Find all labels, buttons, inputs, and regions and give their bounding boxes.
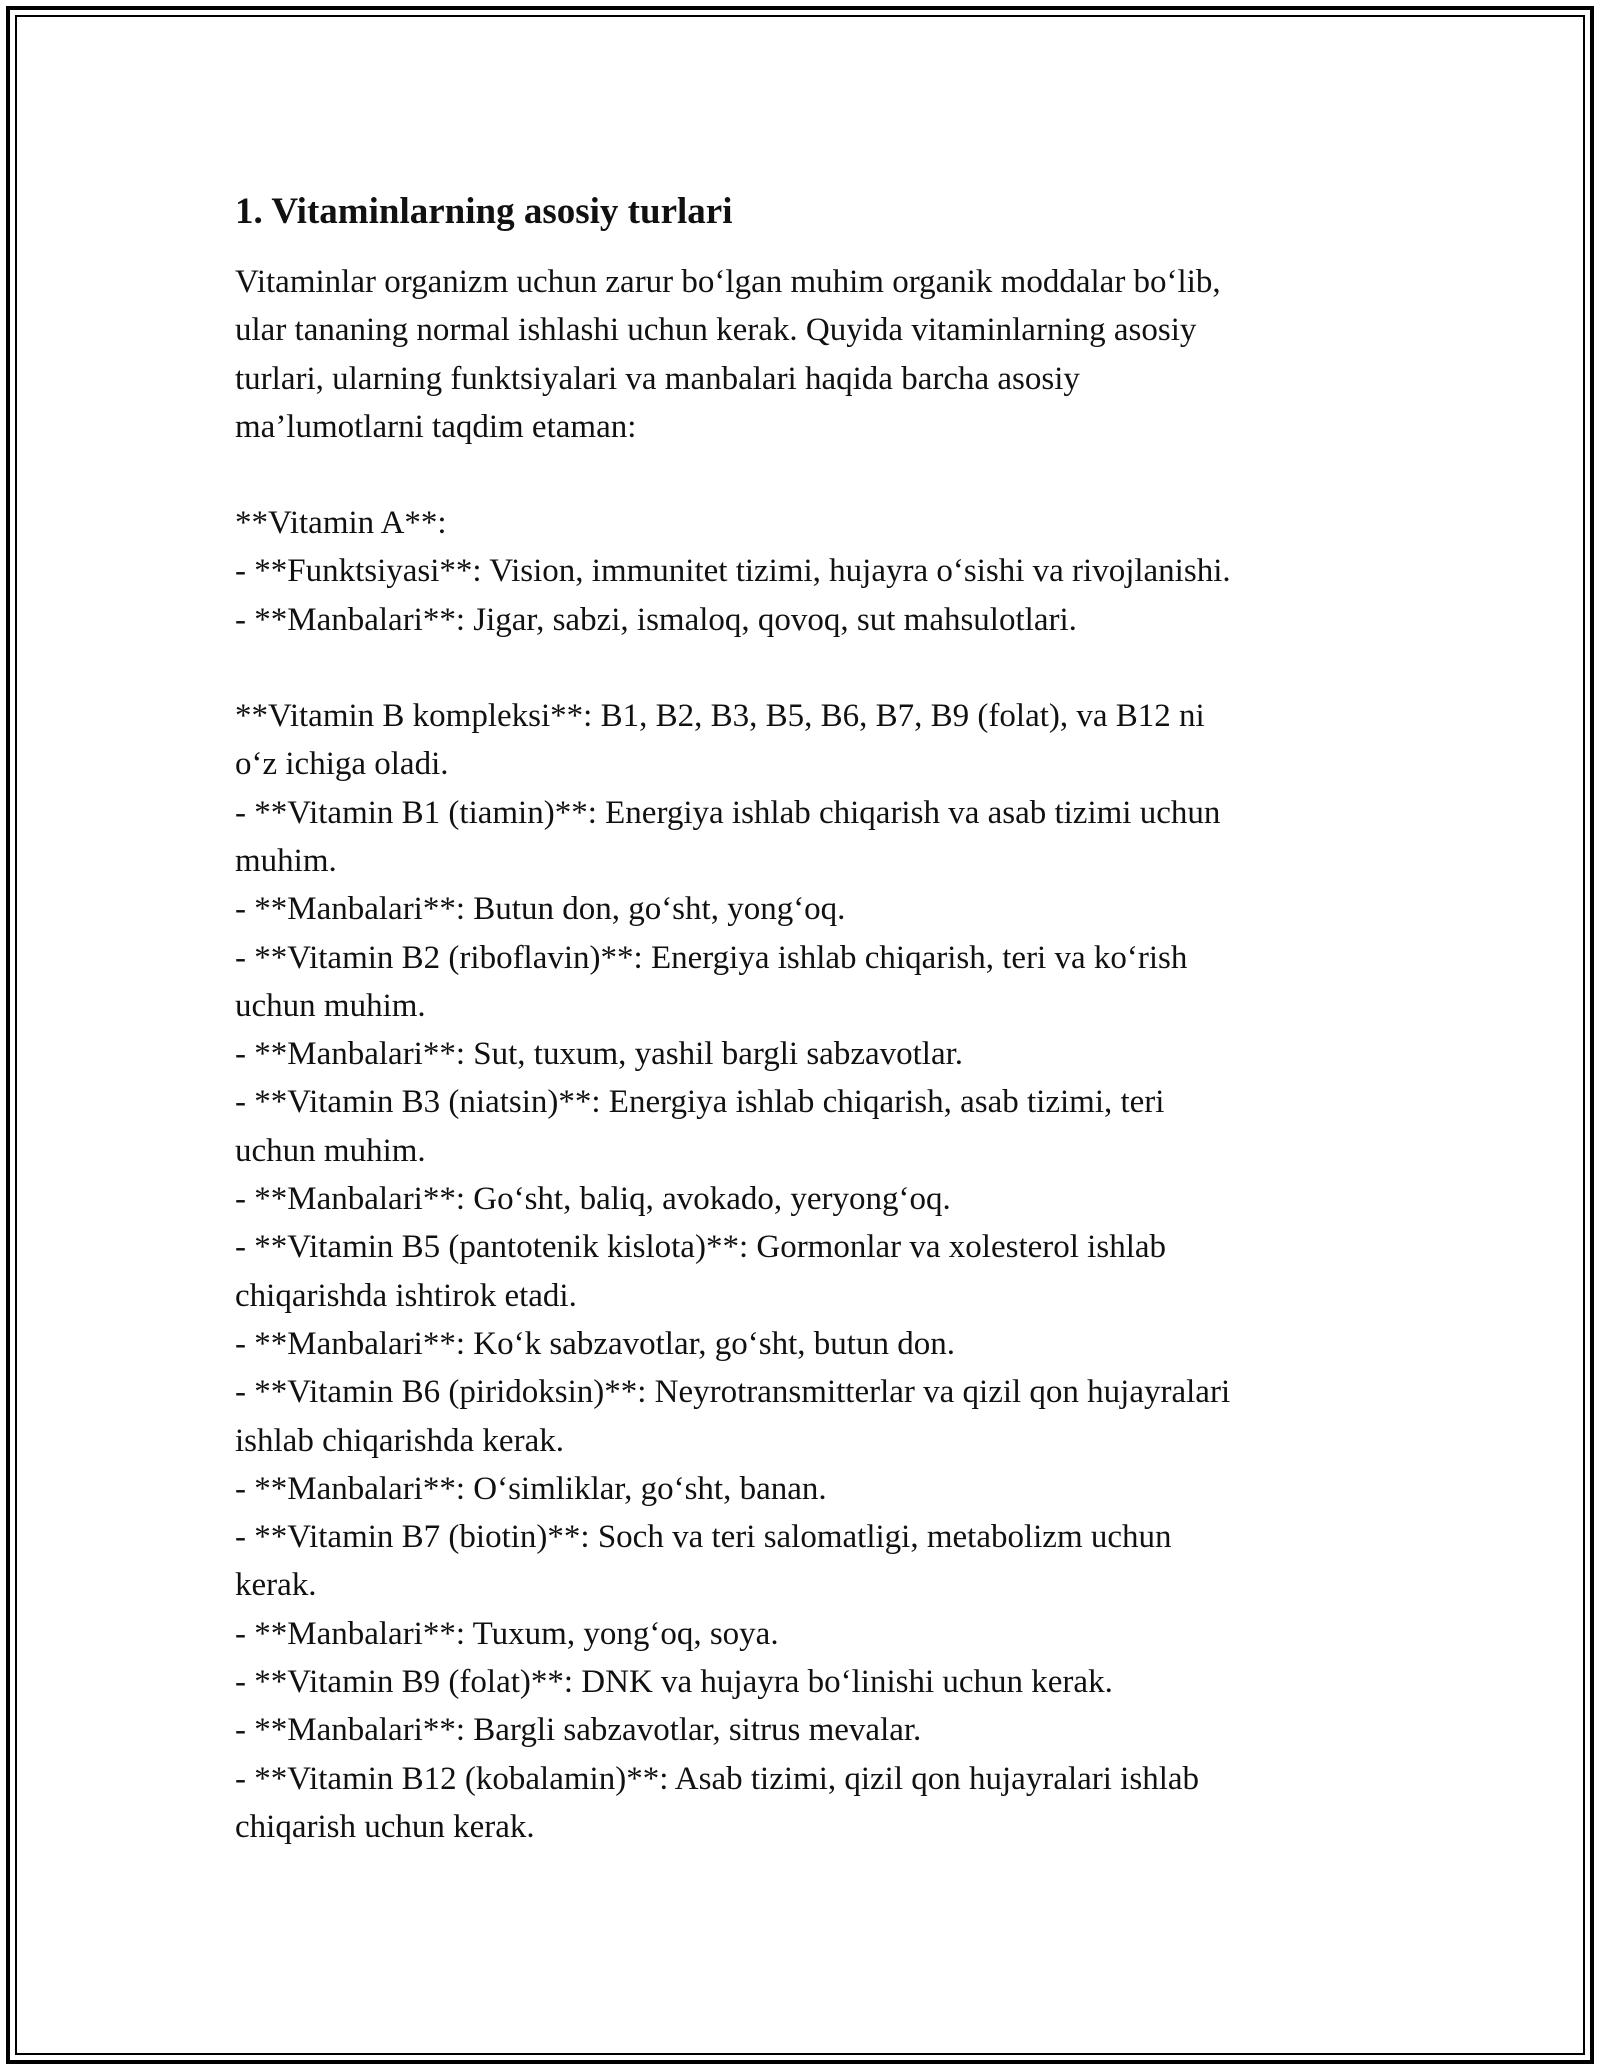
vitamin-b-line: - **Vitamin B2 (riboflavin)**: Energiya ishlab chiqarish, teri va ko‘rish [235, 939, 1188, 976]
vitamin-b-line: uchun muhim. [235, 987, 426, 1024]
vitamin-b-line: - **Vitamin B12 (kobalamin)**: Asab tizimi, qizil qon hujayralari ishlab [235, 1760, 1200, 1797]
vitamin-a-line: - **Funktsiyasi**: Vision, immunitet tizimi, hujayra o‘sishi va rivojlanishi. [235, 553, 1231, 590]
vitamin-b-line: ishlab chiqarishda kerak. [235, 1422, 564, 1459]
vitamin-b-line: - **Manbalari**: O‘simliklar, go‘sht, banan. [235, 1470, 827, 1507]
vitamin-b-line: - **Manbalari**: Go‘sht, baliq, avokado, yeryong‘oq. [235, 1181, 951, 1218]
vitamin-b-line: uchun muhim. [235, 1132, 426, 1169]
vitamin-b-line: - **Vitamin B5 (pantotenik kislota)**: Gormonlar va xolesterol ishlab [235, 1229, 1167, 1266]
vitamin-b-line: - **Vitamin B1 (tiamin)**: Energiya ishlab chiqarish va asab tizimi uchun [235, 794, 1221, 831]
vitamin-a-title: **Vitamin A**: [235, 505, 447, 542]
vitamin-b-line: chiqarish uchun kerak. [235, 1808, 535, 1845]
vitamin-b-line: chiqarishda ishtirok etadi. [235, 1277, 577, 1314]
section-heading: 1. Vitaminlarning asosiy turlari [235, 191, 733, 232]
vitamin-b-section [235, 692, 1365, 1851]
vitamin-b-line: - **Manbalari**: Sut, tuxum, yashil bargli sabzavotlar. [235, 1036, 964, 1073]
vitamin-b-line: - **Vitamin B3 (niatsin)**: Energiya ishlab chiqarish, asab tizimi, teri [235, 1084, 1165, 1121]
vitamin-b-line: - **Manbalari**: Bargli sabzavotlar, sitrus mevalar. [235, 1712, 922, 1749]
vitamin-b-line: - **Manbalari**: Ko‘k sabzavotlar, go‘sht, butun don. [235, 1325, 955, 1362]
intro-paragraph: Vitaminlar organizm uchun zarur bo‘lgan muhim organik moddalar bo‘lib, ular tananing normal ishlashi uchun kerak. Quyida vitaminlarning asosiy turlari, ularning funktsiyalari va manbalari haqida barcha asosiy ma’lumotlarni taqdim etaman: [235, 264, 1221, 445]
vitamin-b-line: - **Vitamin B6 (piridoksin)**: Neyrotransmitterlar va qizil qon hujayralari [235, 1374, 1231, 1411]
document-body [235, 188, 1365, 1851]
vitamin-b-line: - **Vitamin B7 (biotin)**: Soch va teri salomatligi, metabolizm uchun [235, 1519, 1172, 1556]
vitamin-b-line: - **Manbalari**: Tuxum, yong‘oq, soya. [235, 1615, 779, 1652]
vitamin-b-line: - **Vitamin B9 (folat)**: DNK va hujayra bo‘linishi uchun kerak. [235, 1664, 1113, 1701]
vitamin-a-line: - **Manbalari**: Jigar, sabzi, ismaloq, qovoq, sut mahsulotlari. [235, 601, 1077, 638]
vitamin-b-line: o‘z ichiga oladi. [235, 746, 449, 783]
vitamin-a-section [235, 499, 1365, 644]
vitamin-b-line: kerak. [235, 1567, 317, 1604]
vitamin-b-line: muhim. [235, 842, 337, 879]
vitamin-b-line: - **Manbalari**: Butun don, go‘sht, yong‘oq. [235, 891, 846, 928]
vitamin-b-line: **Vitamin B kompleksi**: B1, B2, B3, B5, B6, B7, B9 (folat), va B12 ni [235, 698, 1205, 735]
